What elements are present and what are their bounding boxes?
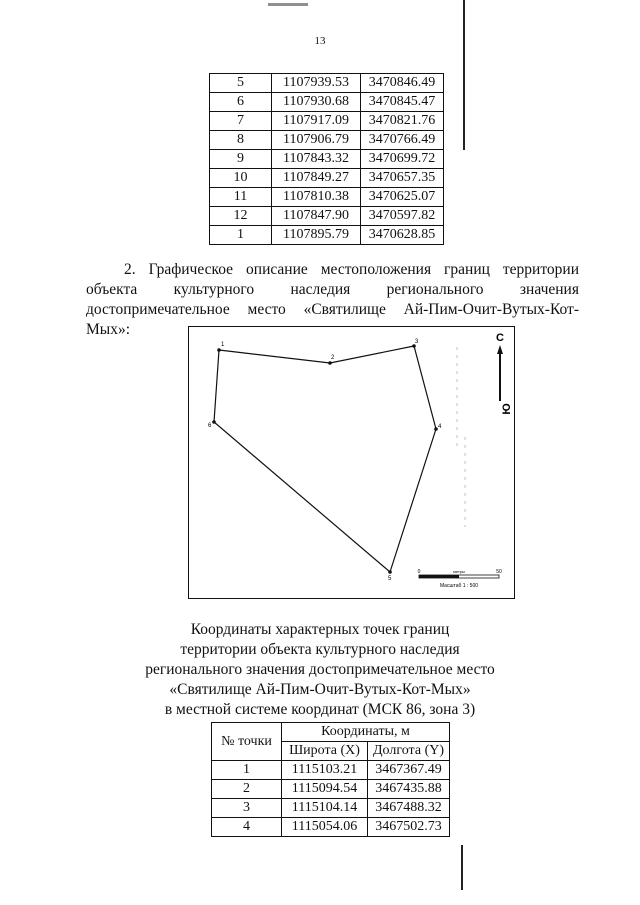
header-point-number: № точки xyxy=(212,723,282,761)
vertex-label-4: 4 xyxy=(438,424,442,430)
coordinates-table-continued xyxy=(209,73,444,245)
section-line-1: 2. Графическое описание местоположения границ территории xyxy=(124,261,579,278)
north-arrow-icon xyxy=(497,345,503,401)
latitude-cell: 1115054.06 xyxy=(282,818,368,837)
scan-artifact-right-rule-lower xyxy=(461,845,463,890)
scale-bar-max: 50 xyxy=(496,569,502,575)
longitude-cell: 3470657.35 xyxy=(361,169,444,188)
boundary-plan-map xyxy=(188,326,515,599)
vertex-label-1: 1 xyxy=(221,342,225,348)
point-number-cell: 3 xyxy=(212,799,282,818)
caption-line-4: «Святилище Ай-Пим-Очит-Вутых-Кот-Мых» xyxy=(169,681,471,698)
latitude-cell: 1107939.53 xyxy=(272,74,361,93)
latitude-cell: 1107906.79 xyxy=(272,131,361,150)
longitude-cell: 3467367.49 xyxy=(368,761,450,780)
scale-bar-unit: метры xyxy=(453,569,465,574)
table-row xyxy=(212,799,450,818)
longitude-cell: 3470699.72 xyxy=(361,150,444,169)
table-row xyxy=(210,169,444,188)
vertex-label-5: 5 xyxy=(388,576,392,582)
caption-line-2: территории объекта культурного наследия xyxy=(180,641,460,658)
table-row xyxy=(210,226,444,245)
point-number-cell: 2 xyxy=(212,780,282,799)
table-row xyxy=(210,207,444,226)
table-row xyxy=(210,93,444,112)
longitude-cell: 3470821.76 xyxy=(361,112,444,131)
latitude-cell: 1107843.32 xyxy=(272,150,361,169)
vertex-2 xyxy=(328,361,332,365)
vertex-5 xyxy=(388,570,392,574)
boundary-polygon xyxy=(214,346,436,572)
scale-text: Масштаб 1 : 500 xyxy=(439,583,479,589)
point-number-cell: 10 xyxy=(210,169,272,188)
point-number-cell: 5 xyxy=(210,74,272,93)
latitude-cell: 1107930.68 xyxy=(272,93,361,112)
caption-line-1: Координаты характерных точек границ xyxy=(190,621,450,638)
table-row xyxy=(210,150,444,169)
latitude-cell: 1107847.90 xyxy=(272,207,361,226)
latitude-cell: 1107917.09 xyxy=(272,112,361,131)
caption-line-3: регионального значения достопримечательное место xyxy=(145,661,495,678)
scan-artifact-right-rule xyxy=(463,0,465,150)
header-coordinates: Координаты, м xyxy=(282,723,450,742)
longitude-cell: 3467435.88 xyxy=(368,780,450,799)
header-longitude: Долгота (Y) xyxy=(368,742,450,761)
point-number-cell: 1 xyxy=(210,226,272,245)
vertex-1 xyxy=(217,348,221,352)
scale-bar xyxy=(419,575,499,578)
point-number-cell: 11 xyxy=(210,188,272,207)
table-row xyxy=(210,131,444,150)
boundary-vertices xyxy=(212,344,438,574)
table-row xyxy=(210,112,444,131)
table-row xyxy=(212,761,450,780)
vertex-label-3: 3 xyxy=(415,339,419,345)
table-row xyxy=(212,818,450,837)
latitude-cell: 1107810.38 xyxy=(272,188,361,207)
longitude-cell: 3470597.82 xyxy=(361,207,444,226)
latitude-cell: 1107849.27 xyxy=(272,169,361,188)
section-line-2: объекта культурного наследия регионального значения xyxy=(86,281,579,298)
coordinates-table xyxy=(211,722,450,837)
latitude-cell: 1115103.21 xyxy=(282,761,368,780)
table-row xyxy=(210,74,444,93)
point-number-cell: 7 xyxy=(210,112,272,131)
table-row xyxy=(212,780,450,799)
boundary-plan-svg xyxy=(189,327,513,597)
coordinates-table-caption xyxy=(0,620,640,720)
latitude-cell: 1115104.14 xyxy=(282,799,368,818)
latitude-cell: 1115094.54 xyxy=(282,780,368,799)
longitude-cell: 3467488.32 xyxy=(368,799,450,818)
header-latitude: Широта (X) xyxy=(282,742,368,761)
vertex-label-2: 2 xyxy=(331,355,335,361)
scan-artifact-top-smudge xyxy=(268,3,308,6)
longitude-cell: 3467502.73 xyxy=(368,818,450,837)
point-number-cell: 6 xyxy=(210,93,272,112)
longitude-cell: 3470628.85 xyxy=(361,226,444,245)
vertex-label-6: 6 xyxy=(208,423,212,429)
longitude-cell: 3470625.07 xyxy=(361,188,444,207)
longitude-cell: 3470766.49 xyxy=(361,131,444,150)
page-number: 13 xyxy=(314,35,326,47)
north-arrow-label-north: С xyxy=(496,332,504,344)
point-number-cell: 4 xyxy=(212,818,282,837)
north-arrow-label-south: Ю xyxy=(501,403,513,415)
section-line-3: достопримечательное место «Святилище Ай-Пим-Очит-Вутых-Кот-Мых»: xyxy=(86,301,579,338)
point-number-cell: 8 xyxy=(210,131,272,150)
longitude-cell: 3470846.49 xyxy=(361,74,444,93)
latitude-cell: 1107895.79 xyxy=(272,226,361,245)
vertex-6 xyxy=(212,420,216,424)
point-number-cell: 9 xyxy=(210,150,272,169)
scale-bar-zero: 0 xyxy=(417,569,421,575)
longitude-cell: 3470845.47 xyxy=(361,93,444,112)
point-number-cell: 1 xyxy=(212,761,282,780)
caption-line-5: в местной системе координат (МСК 86, зона 3) xyxy=(164,701,476,718)
point-number-cell: 12 xyxy=(210,207,272,226)
table-row xyxy=(210,188,444,207)
